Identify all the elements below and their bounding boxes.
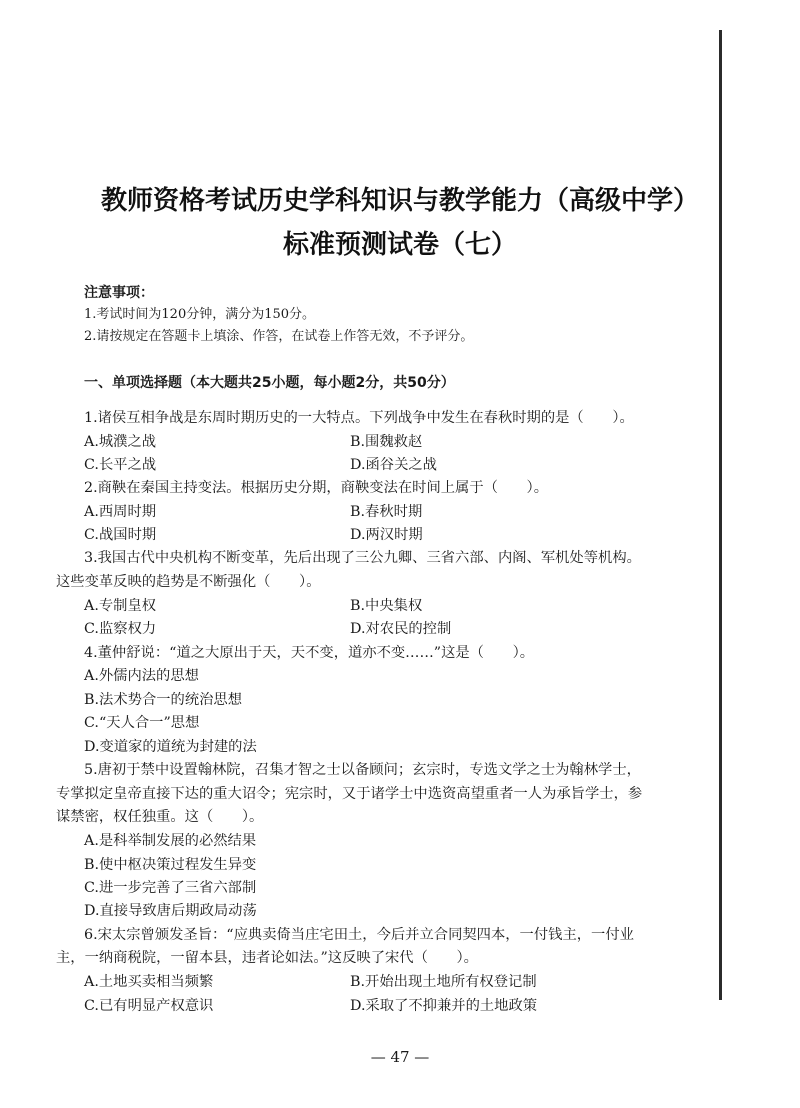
section-heading: 一、单项选择题（本大题共25小题，每小题2分，共50分）: [84, 375, 455, 391]
question-3-option-a: A.专制皇权: [84, 598, 157, 614]
question-3-stem-line-1: 3.我国古代中央机构不断变革，先后出现了三公九卿、三省六部、内阁、军机处等机构。: [84, 550, 641, 566]
notice-item-1: 1.考试时间为120分钟，满分为150分。: [84, 307, 316, 322]
exam-title-line-1: 教师资格考试历史学科知识与教学能力（高级中学）: [100, 186, 699, 216]
exam-title-line-2: 标准预测试卷（七）: [282, 230, 517, 260]
question-2-option-d: D.两汉时期: [350, 527, 423, 543]
question-6-option-d: D.采取了不抑兼并的土地政策: [350, 998, 538, 1014]
question-2-option-b: B.春秋时期: [350, 504, 423, 520]
question-3-option-c: C.监察权力: [84, 621, 157, 637]
question-5-option-c: C.进一步完善了三省六部制: [84, 880, 257, 896]
scan-edge-line: [719, 30, 722, 1000]
question-6-stem-line-2: 主，一纳商税院，一留本县，违者论如法。”这反映了宋代（ ）。: [56, 950, 478, 966]
question-2-option-c: C.战国时期: [84, 527, 157, 543]
question-5-option-b: B.使中枢决策过程发生异变: [84, 857, 257, 873]
question-1-option-a: A.城濮之战: [84, 434, 157, 450]
question-4-stem: 4.董仲舒说：“道之大原出于天，天不变，道亦不变……”这是（ ）。: [84, 645, 535, 661]
question-3-option-b: B.中央集权: [350, 598, 423, 614]
question-6-option-c: C.已有明显产权意识: [84, 998, 214, 1014]
question-6-stem-line-1: 6.宋太宗曾颁发圣旨：“应典卖倚当庄宅田土，今后并立合同契四本，一付钱主，一付业: [84, 927, 634, 943]
question-2-option-a: A.西周时期: [84, 504, 157, 520]
notice-item-2: 2.请按规定在答题卡上填涂、作答，在试卷上作答无效，不予评分。: [84, 329, 474, 344]
question-1-stem: 1.诸侯互相争战是东周时期历史的一大特点。下列战争中发生在春秋时期的是（ ）。: [84, 410, 634, 426]
question-3-option-d: D.对农民的控制: [350, 621, 452, 637]
question-4-option-b: B.法术势合一的统治思想: [84, 692, 243, 708]
question-2-stem: 2.商鞅在秦国主持变法。根据历史分期，商鞅变法在时间上属于（ ）。: [84, 480, 548, 496]
notice-heading: 注意事项：: [84, 285, 154, 301]
question-4-option-c: C.“天人合一”思想: [84, 715, 200, 731]
question-6-option-b: B.开始出现土地所有权登记制: [350, 974, 537, 990]
page-number: — 47 —: [370, 1048, 430, 1066]
question-6-option-a: A.土地买卖相当频繁: [84, 974, 214, 990]
question-5-stem-line-2: 专掌拟定皇帝直接下达的重大诏令；宪宗时，又于诸学士中选资高望重者一人为承旨学士，参: [56, 786, 643, 802]
question-5-stem-line-1: 5.唐初于禁中设置翰林院，召集才智之士以备顾问；玄宗时，专选文学之士为翰林学士，: [84, 762, 641, 778]
question-5-stem-line-3: 谋禁密，权任独重。这（ ）。: [56, 809, 264, 825]
question-5-option-a: A.是科举制发展的必然结果: [84, 833, 257, 849]
question-1-option-b: B.围魏救赵: [350, 434, 423, 450]
question-4-option-a: A.外儒内法的思想: [84, 668, 199, 684]
question-1-option-c: C.长平之战: [84, 457, 157, 473]
question-3-stem-line-2: 这些变革反映的趋势是不断强化（ ）。: [56, 574, 321, 590]
question-4-option-d: D.变道家的道统为封建的法: [84, 739, 257, 755]
question-5-option-d: D.直接导致唐后期政局动荡: [84, 903, 257, 919]
question-1-option-d: D.函谷关之战: [350, 457, 437, 473]
